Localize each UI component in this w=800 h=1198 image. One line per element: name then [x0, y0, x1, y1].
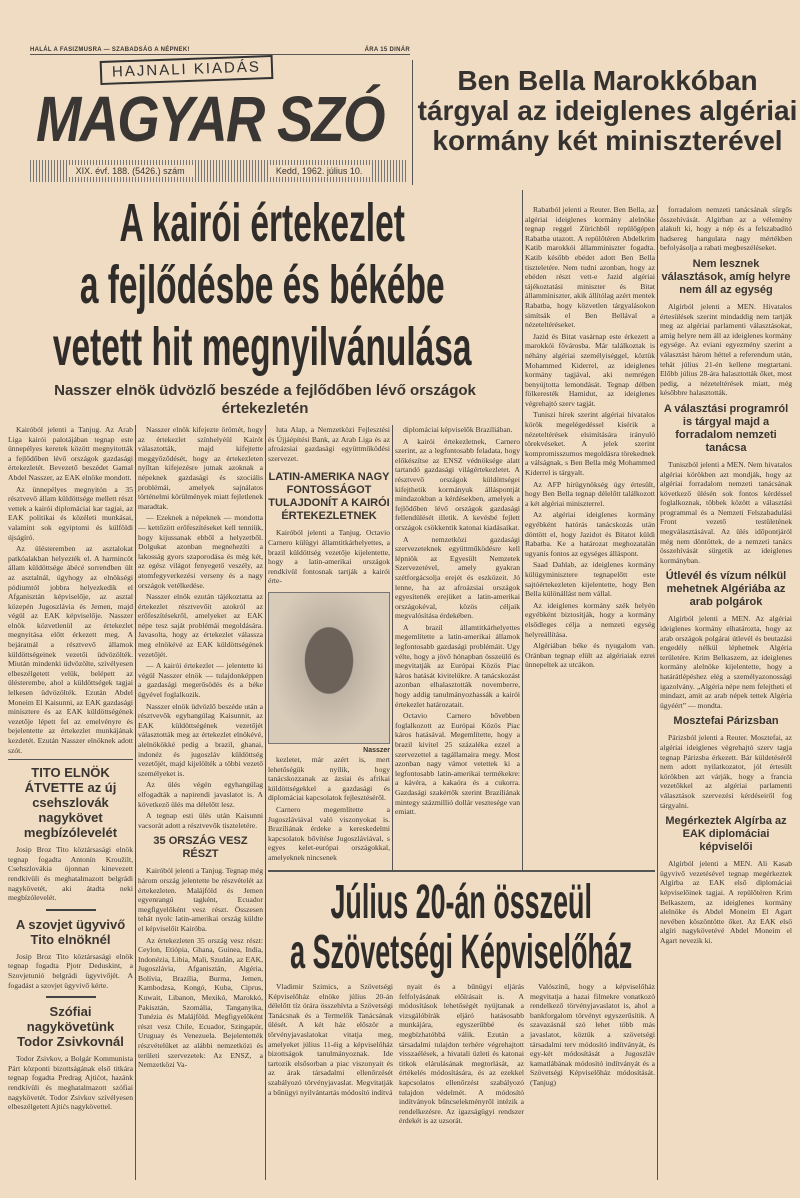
brief-headline: 35 ORSZÁG VESZ RÉSZT: [153, 835, 248, 861]
parliament-col2: [399, 982, 524, 1128]
divider: [268, 870, 655, 872]
photo-caption: Nasszer: [363, 746, 390, 754]
paragraph: Az ünnepélyes megnyitón a 35 résztvevő állam küldöttsége mellett részt vettek a kairói diplomáciai kar tagjai, az EAK politikai és közéleti munkásai, valamint sok egyiptomi és külföldi újságíró.: [8, 484, 133, 542]
paragraph: Az ülés végén egyhangúlag elfogadták a napirendi javaslatot is. A következő ülés ma délelőtt lesz.: [138, 780, 263, 809]
ben-bella-headline: Ben Bella Marokkóban tárgyal az ideiglenes algériai kormány két miniszterével: [417, 65, 798, 156]
main-subheadline: Nasszer elnök üdvözlő beszéde a fejlődőben lévő országok értekezletén: [54, 382, 476, 417]
divider: [265, 425, 266, 1180]
paragraph: Nasszer elnök kifejezte örömét, hogy az értekezlet színhelyéül Kairót választották, majd kifejtette meggyőződését, hogy az értekezleten nyíltan kifejezésre jutnak azoknak a népeknek gazdasági és szociális problémái, amelyek sajnálatos történelmi körülmények miatt fejletlenek maradtak.: [138, 425, 263, 511]
paragraph: A nemzetközi gazdasági szervezeteknek együttműködésre kell lépniök az Egyesült Nemzetek Szervezetével, amely gyakran szétforgácsolja erejét és eszközeit. Jó lenne, ha az afroázsiai országok egyesítenék erejüket a latin-amerikai országokéval, közös céljaik megvalósítása érdekében.: [395, 534, 520, 621]
paragraph: Josip Broz Tito köztársasági elnök tegnap fogadta Pjotr Deduskint, a Szovjetunió belgrádi ügyvivőjét. A fogadást a szovjet ügyvivő kérte.: [8, 951, 133, 990]
headline-line: vetett hit megnyilvánulása: [52, 317, 472, 377]
paragraph: Az ülésteremben az asztalokat patkóalakban helyezték el. A harmincöt állam küldöttsége ábécé sorrendben ült az asztalnál, úgyhogy az elnökségi pódiumtól jobbra helyezkedik el Afganisztán képviselője, az asztal közepén Jugoszlávia és Jemen, majd végül az EAK képviselője. Nasszer elnök közvetlenül az értekezlet megnyitása előtt érkezett meg. A bejáratnál a résztvevő államok küldöttségeinek vezetői üdvözölték. Miután mindenki üdvözölte, szívélyesen elbeszélgetett velük, belépett az ülésterembe, ahol a küldöttségek tagjai lelkesen üdvözölték. Ezután Abdel Moneim El Kaisunni, az EAK gazdasági minisztere és az EAK küldöttségének vezetője lépett fel az emelvényre és bejelentette az értekezlet munkájának kezdetét. Ezután Nasszer elnöknek adott szót.: [8, 544, 133, 755]
headline-line: Július 20-án összeül: [330, 876, 592, 929]
masthead-strip: [30, 46, 410, 55]
issue-date: Kedd, 1962. július 10.: [268, 165, 371, 177]
headline-line: a fejlődésbe és békébe: [79, 255, 445, 315]
edition-stamp: HAJNALI KIADÁS: [100, 55, 274, 85]
brief-headline: Szófiai nagykövetünk Todor Zsivkovnál: [17, 1004, 124, 1050]
divider: [657, 205, 658, 1180]
paragraph: forradalom nemzeti tanácsának sürgős összehívását. Algírban az a vélemény alakult ki, hogy a nép és a felszabadító hadsereg hangulata nagy mértékben befolyásolja a rabati megbeszéléseket.: [660, 205, 792, 253]
paragraph: Algírból jelenti a MEN. Az algériai ideiglenes kormány elhatározta, hogy az arab országok polgárai útlevél és beutazási engedély nélkül léphetnek Algéria területére. Krim Belkaszem, az ideiglenes kormány alelnöke kijelentette, hogy a határátlépéshez elég a személyazonossági igazolvány. „Algéria népe nem felejtheti el mindazt, amit az arab népek tettek Algéria ügyéért” — mondta.: [660, 614, 792, 710]
paragraph: Az értekezleten 35 ország vesz részt: Ceylon, Etiópia, Ghana, Guinea, India, Indonézia, Libia, Mali, Szudán, az EAK, Jugoszlávia, Afganisztán, Algéria, Bolívia, Brazília, Burma, Jemen, Kambodzsa, Kongó, Kuba, Ciprus, Kuwait, Libanon, Mexikó, Marokkó, Pakisztán, Szomália, Tanganyika, Tunézia és Malájföld. Megfigyelőként részt vesz Chile, Ecuador, Szingapúr, Uruguay és Venezuela. Bejelentették részvételüket az alábbi nemzetközi és területi szervezetek: Az ENSZ, a Nemzetközi Va-: [138, 935, 263, 1070]
latin-america-headline: LATIN-AMERIKA NAGY FONTOSSÁGOT TULAJDONÍT A KAIRÓI ÉRTEKEZLETNEK: [268, 471, 390, 523]
parliament-article: [268, 870, 655, 1128]
right-headline: Nem lesznek választások, amíg helyre nem áll az egység: [661, 257, 791, 296]
price: ÁRA 15 DINÁR: [364, 47, 410, 53]
paragraph: nyait és a bűnügyi eljárás felfolyásának előírásait is. A módosítások lehetőségét nyújtanak a vizsgálóbírák eljáró hatásosabb munkájára, egyszerűbbé és megbízhatóbbá válik. Ezután a társadalmi tulajdon terhére végrehajtott visszaélések, a hivatali üzleti és katonai titkok elárulásának megtorlását, az értékelés módosítására, és az ezekkel kapcsolatos ellenőrzést szabályozó tulajdon védelmét. A módosító indítványok bűncselekményről intézik a rendelkezésre. Az igazságügyi rendszer érdekét is az uzsorát.: [399, 982, 524, 1126]
main-headline: [8, 192, 516, 378]
paragraph: Josip Broz Tito köztársasági elnök tegnap fogadta Antonín Kroužilt, Csehszlovákia újonnan kinevezett rendkívüli és meghatalmazott belgrádi nagykövetét, aki átadta neki megbízólevelét.: [8, 845, 133, 903]
parliament-col1: [268, 982, 393, 1128]
paragraph: kezletet, már azért is, mert lehetőségük nyílik, hogy tanácskozzanak az ázsiai és afrikai küldöttségekkel a gazdasági és diplomáciai kapcsolatok fejlesztéséről.: [268, 754, 390, 803]
main-article-col4: [395, 425, 520, 819]
paragraph: Algírból jelenti a MEN. Ali Kasab ügyvivő vezetésével tegnap megérkeztek Algírba az EAK első diplomáciai képviselőinek tagjai. A repülőtéren Krim Belkaszem, az ideiglenes kormány alelnöke és Abdel Moneim El Agart nevében köszöntötte őket. Az EAK első algíri nagykövetévé Abdel Moneim el Agart nevezik ki.: [660, 859, 792, 945]
paragraph: Carnero megemlítette a Jugoszláviával való viszonyokat is. Brazíliának érdeke a kereskedelmi kapcsolatok bővítése Jugoszláviával, s egyes kelet-európai országokkal, amelyeknek nincsenek: [268, 804, 390, 862]
right-headline: A választási programról is tárgyal majd a forradalom nemzeti tanácsa: [663, 402, 789, 454]
newspaper-title: MAGYAR SZÓ: [36, 83, 384, 155]
paragraph: Vladimir Szimics, a Szövetségi Képviselőház elnöke július 20-án délelőtt tíz órára összehívta a Szövetségi Tanácsnak és a Termelők Tanácsának ülését. A két ház először a törvényjavaslatokat vitatja meg, amelyeket július 11-éig a képviselőház bizottságok tanulmányoznak. Ide tartozik elsősorban a piac viszonyait és az árak társadalmi ellenőrzését szabályozó törvényjavaslat. Megvitatják a bűnügyi nyilvántartás módosító indítvá: [268, 982, 393, 1097]
paragraph: Valószínű, hogy a képviselőház megvitatja a hazai filmekre vonatkozó rendelkező törvényjavaslatot is, ahol a bankforgalom törvényt egyszerűsítik. A szavazásnál szó lehet több más javaslatot, köztük a szövetségi társadalmi terv módosító indítványát, és egy-két módosítását a Jugoszláv kamatlábának módosító indítványát és a Szövetségi Képviselőház módosítását. (Tanjug): [530, 982, 655, 1087]
paragraph: A tegnap esti ülés után Kaisunni vacsorát adott a résztvevők tiszteletére.: [138, 811, 263, 830]
paragraph: Párizsból jelenti a Reuter. Mosztefai, az algériai ideiglenes végrehajtó szerv tagja tegnap Párizsba érkezett. Bár küldetéséről nem adott nyilatkozatot, jól értesült körökben azt várják, hogy a francia vezetőkkel az algériai parlamenti választások szervezési kérdéseiről fog tárgyalni.: [660, 733, 792, 810]
divider: [412, 60, 413, 185]
right-headline: Útlevél és vízum nélkül mehetnek Algériába az arab polgárok: [665, 570, 787, 609]
paragraph: Nasszer elnök ezután tájékoztatta az értekezlet résztvevőit azokról az erőfeszítésekről, amelyeket az EAK népe tesz saját problémái megoldására. Javasolta, hogy az értekezlet válassza meg elnökévé az EAK küldöttségének vezetőjét.: [138, 592, 263, 659]
paragraph: Algériában béke és nyugalom van. Oránban tegnap elült az algériaiak ezrei ünnepeltek az utcákon.: [525, 641, 655, 670]
paragraph: Algírból jelenti a MEN. Hivatalos értesülések szerint mindaddig nem tartják meg az algériai parlamenti választásokat, amíg helyre nem áll az ideiglenes kormány egysége. Az eviani egyezmény szerint a választást három héttel a referendum után, tehát július 21-én kellene megtartani. Előbb július 28-ára halasztották őket, most pedig, a nézeteltérések miatt, még későbbre halasztották.: [660, 301, 792, 398]
divider: [392, 425, 393, 870]
paragraph: Az algériai ideiglenes kormány egyébként hatórás tanácskozás után döntött el, hogy Jazidot és Bitatot küldi Rabatba. Ke a határozat meghozatalán ugyanis fontos az egységes álláspont.: [525, 510, 655, 558]
divider: [522, 190, 523, 870]
divider: [46, 909, 96, 911]
nasser-photo: [268, 592, 390, 744]
paragraph: Todor Zsivkov, a Bolgár Kommunista Párt központi bizottságának első titkára tegnap fogadta Predrag Ajtićot, hazánk rendkívüli és meghatalmazott szófiai nagykövetét. Todor Zsivkov szívélyesen elbeszélgetett Ajtićs nagykövettel.: [8, 1054, 133, 1112]
paragraph: Kairóból jelenti a Tanjug. Az Arab Liga kairói palotájában tegnap este ünnepélyes keretek között megnyitották a fejlődőben lévő országok gazdasági értekezletét. Bevezető beszédet Gamal Abdel Nasszer, az EAK elnöke mondott.: [8, 425, 133, 482]
paragraph: — A kairói értekezlet — jelentette ki végül Nasszer elnök — tulajdonképpen a gazdasági megerősödés és a béke ügyével foglalkozik.: [138, 661, 263, 700]
headline-line: a Szövetségi Képviselőház: [290, 926, 633, 979]
divider: [46, 996, 96, 998]
issue-bar: [30, 160, 408, 182]
headline-line: A kairói értekezlet: [119, 193, 405, 253]
paragraph: A brazil államtitkárhelyettes megemlítette a latin-amerikai államok legfontosabb gazdasági problémáit. Ugy vélte, hogy a jövő hónapban összeülő és megvitatják az Európai Közös Piac káros hatását kivitelükre. A tanácskozást azonban elhalasztották novemberre, hogy addig tanulmányozhassák a kairói értekezlet határozatait.: [395, 622, 520, 709]
main-article-col3: [268, 425, 390, 864]
brief-headline: TITO ELNÖK ÁTVETTE az új csehszlovák nagykövet megbízólevelét: [23, 765, 118, 841]
brief-headline: A szovjet ügyvivő Tito elnöknél: [15, 916, 126, 947]
parliament-columns: [268, 982, 655, 1128]
issue-number: XIX. évf. 188. (5426.) szám: [68, 165, 193, 177]
paragraph: luta Alap, a Nemzetközi Fejlesztési és Újjáépítési Bank, az Arab Liga és az afroázsiai gazdasági együttműködési szervezet.: [268, 425, 390, 463]
paragraph: Rabatból jelenti a Reuter. Ben Bella, az algériai ideiglenes kormány alelnöke tegnap reggel Zürichből repülőgépen Rabatba utazott. A repülőtéren Abdelkrim Katib marokkói államminiszter fogadta. Katib később ebédet adott Ben Bella tiszteletére. Nem tudni azonban, hogy az ebéden részt vett-e Jazid algériai tájékoztatási miniszter és Bitat államminiszter, akik állítólag azért mentek Rabatba, hogy közvetlen tárgyalásokon simítsák el Ben Bellával a nézeteltéréseket.: [525, 205, 655, 330]
divider: [8, 759, 133, 760]
ben-bella-col1: [525, 205, 655, 672]
paragraph: Az AFP hírügynökség úgy értesült, hogy Ben Bella tegnap délelőtt találkozott a két algériai miniszterrel.: [525, 479, 655, 508]
paragraph: Octavio Carnero bővebben foglalkozott az Európai Közös Piac káros hatásával. Megemlítette, hogy a brazil kivitel 25 százaléka ezzel a szervezettel a tagállamaira megy. Most azonban nagy vámot vetettek ki a legfontosabb latin-amerikai termékekre: a kávéra, a kakaóra és a cukorra. Gazdasági szakértők szerint Brazíliának mintegy százmillió dollár vesztesége van emiatt.: [395, 711, 520, 817]
paragraph: Saad Dahlab, az ideiglenes kormány külügyminisztere tegnapelőtt este sajtóértekezleten kijelentette, hogy Ben Bella különállást nem vállal.: [525, 560, 655, 599]
paragraph: Tuniszból jelenti a MEN. Nem hivatalos algériai körökben azt mondják, hogy az algériai forradalom nemzeti tanácsának következő ülésén sok fontos kérdéssel foglalkoznak, többek között a választási programmal és a Nemzeti Felszabadulási Front vezető testületének megválasztásával. Az ülés időpontjáról még nem döntöttek, de a nemzeti tanács összehívását sürgetik az ideiglenes kormányban.: [660, 459, 792, 565]
brief-35-countries: [138, 835, 263, 1069]
right-headline: Megérkeztek Algírba az EAK diplomáciai képviselői: [665, 815, 787, 854]
paragraph: diplomáciai képviselők Brazíliában.: [403, 425, 513, 434]
right-headline: Mosztefai Párizsban: [673, 715, 779, 728]
masthead-motto: HALÁL A FASIZMUSRA — SZABADSÁG A NÉPNEK!: [30, 47, 190, 53]
paragraph: Nasszer elnök üdvözlő beszéde után a résztvevők egyhangúlag Kaisunnit, az EAK küldöttségének vezetőjét választották meg az értekezlet elnökévé, alelnökökké pedig a brazil, ghanai, indonéz és jugoszláv küldöttség vezetőjét, majd kijelölték a többi vezető személyeket is.: [138, 701, 263, 778]
masthead: [30, 56, 415, 158]
divider: [135, 425, 136, 1180]
main-article-col2: [138, 425, 263, 1072]
parliament-headline: [268, 878, 654, 978]
parliament-col3: [530, 982, 655, 1128]
paragraph: Az ideiglenes kormány szék helyén egyébként biztosítják, hogy a kormány elsődleges célja a nemzeti egység helyreállítása.: [525, 600, 655, 639]
paragraph: — Ezeknek a népeknek — mondotta — kettőzött erőfeszítéseket kell tenniük, hogy kijussanak ebből a helyzetből. Dolgukat azonban megnehezíti a lakosság gyors szaporodása és még két, az egész világot fenyegető veszély, az atomfegyverkezési verseny és a nagy országok vetélkedése.: [138, 513, 263, 590]
paragraph: Tuniszi hírek szerint algériai hivatalos körök megelégedéssel kísérik a nézeteltérések elsimítására irányuló törekvéseket. A jelek szerint kompromisszumos megoldásra törekednek a válságnak, s Ben Bella még Mohammed Kiderrel is tárgyalt.: [525, 410, 655, 478]
right-column: [660, 205, 792, 947]
paragraph: Kairóból jelenti a Tanjug. Tegnap még három ország jelentette be részvételét az értekezleten. Malájföld és Jemen egyenrangú tagként, Ecuador megfigyelőként vesz részt. Összesen tehát nyolc latin-amerikai ország küldte el képviselőit Kairóba.: [138, 866, 263, 933]
main-article-col1: [8, 425, 133, 1114]
paragraph: Jazid és Bitat vasárnap este érkezett a marokkói fővárosba. Már találkoztak is néhány algériai személyiséggel, köztük Mohammed Kiderrel, az ideiglenes kormány tagjával, aki nemrégen benyújtotta lemondását. Tegnap délben fölkeresték Hamidut, az ideiglenes végrehajtó szerv tagját.: [525, 331, 655, 408]
paragraph: Kairóból jelenti a Tanjug. Octavio Carnero külügyi államtitkárhelyettes, a brazil küldöttség vezetője kijelentette, hogy a latin-amerikai országok rendkívül fontosnak tartják a kairói érte-: [268, 528, 390, 586]
paragraph: A kairói értekezletnek, Carnero szerint, az a legfontosabb feladata, hogy előkészítse az ENSZ védnöksége alatt tartandó gazdasági világértekezletet. A résztvevő országok küldöttségei kifejthetik kormányuk álláspontját mindazokban a kérdésekben, amelyek a fejlődőben lévő országok gazdasági fellendülését illetik. A kevésbé fejlett országok csökkentik katonai kiadásaikat.: [395, 436, 520, 532]
